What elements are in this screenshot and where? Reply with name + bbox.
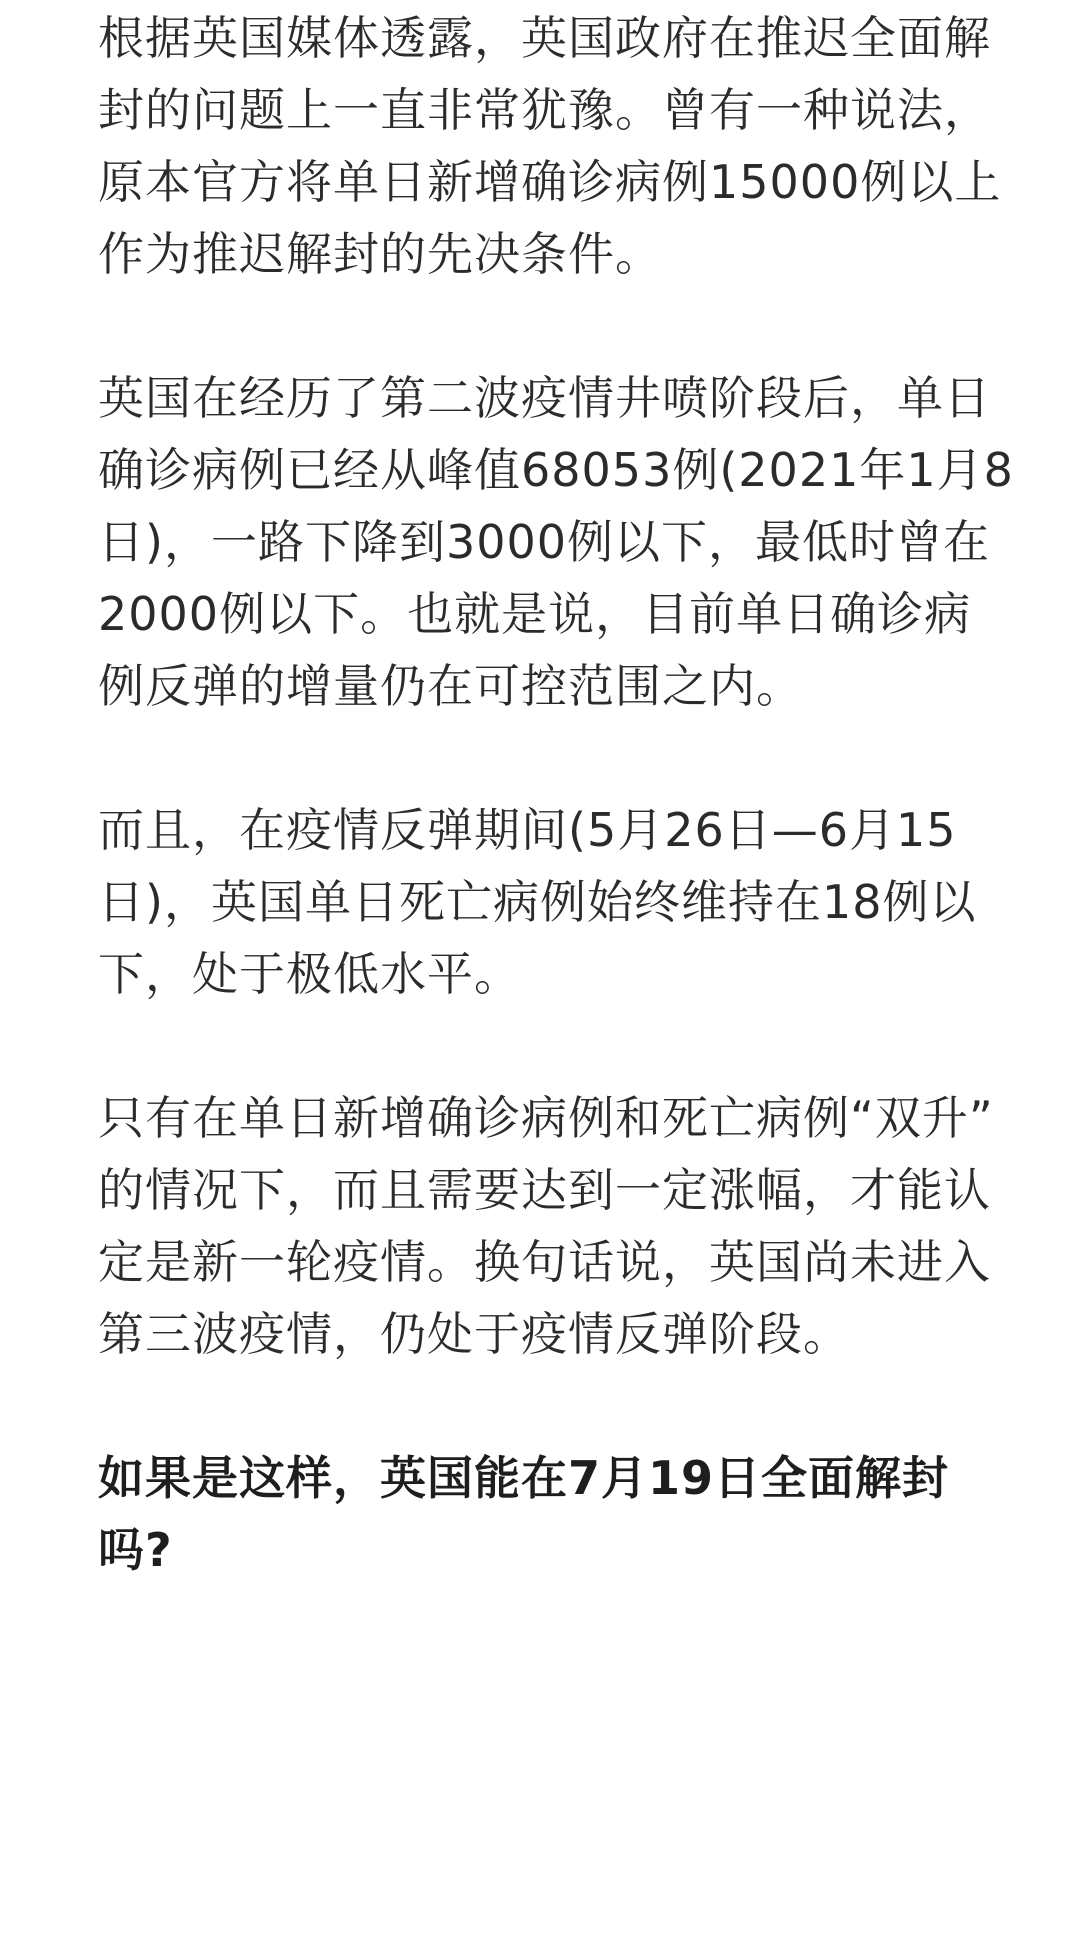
- text-line: 下，处于极低水平。: [98, 947, 521, 1001]
- text-line: 日)，一路下降到3000例以下，最低时曾在: [98, 515, 991, 569]
- text-line: 确诊病例已经从峰值68053例(2021年1月8: [98, 443, 1014, 497]
- text-line: 封的问题上一直非常犹豫。曾有一种说法，: [98, 83, 991, 137]
- text-line: 第三波疫情，仍处于疫情反弹阶段。: [98, 1307, 850, 1361]
- text-line: 原本官方将单日新增确诊病例15000例以上: [98, 155, 1002, 209]
- text-line: 的情况下，而且需要达到一定涨幅，才能认: [98, 1163, 991, 1217]
- text-line: 只有在单日新增确诊病例和死亡病例“双升”: [98, 1091, 994, 1145]
- text-line: 定是新一轮疫情。换句话说，英国尚未进入: [98, 1235, 991, 1289]
- text-line: 英国在经历了第二波疫情井喷阶段后，单日: [98, 371, 991, 425]
- text-line: 而且，在疫情反弹期间(5月26日—6月15: [98, 803, 957, 857]
- text-line: 例反弹的增量仍在可控范围之内。: [98, 659, 803, 713]
- heading-line: 如果是这样，英国能在7月19日全面解封: [98, 1451, 950, 1505]
- text-line: 作为推迟解封的先决条件。: [98, 227, 662, 281]
- text-line: 2000例以下。也就是说，目前单日确诊病: [98, 587, 972, 641]
- text-line: 根据英国媒体透露，英国政府在推迟全面解: [98, 11, 991, 65]
- heading-line: 吗?: [98, 1523, 173, 1577]
- text-line: 日)，英国单日死亡病例始终维持在18例以: [98, 875, 977, 929]
